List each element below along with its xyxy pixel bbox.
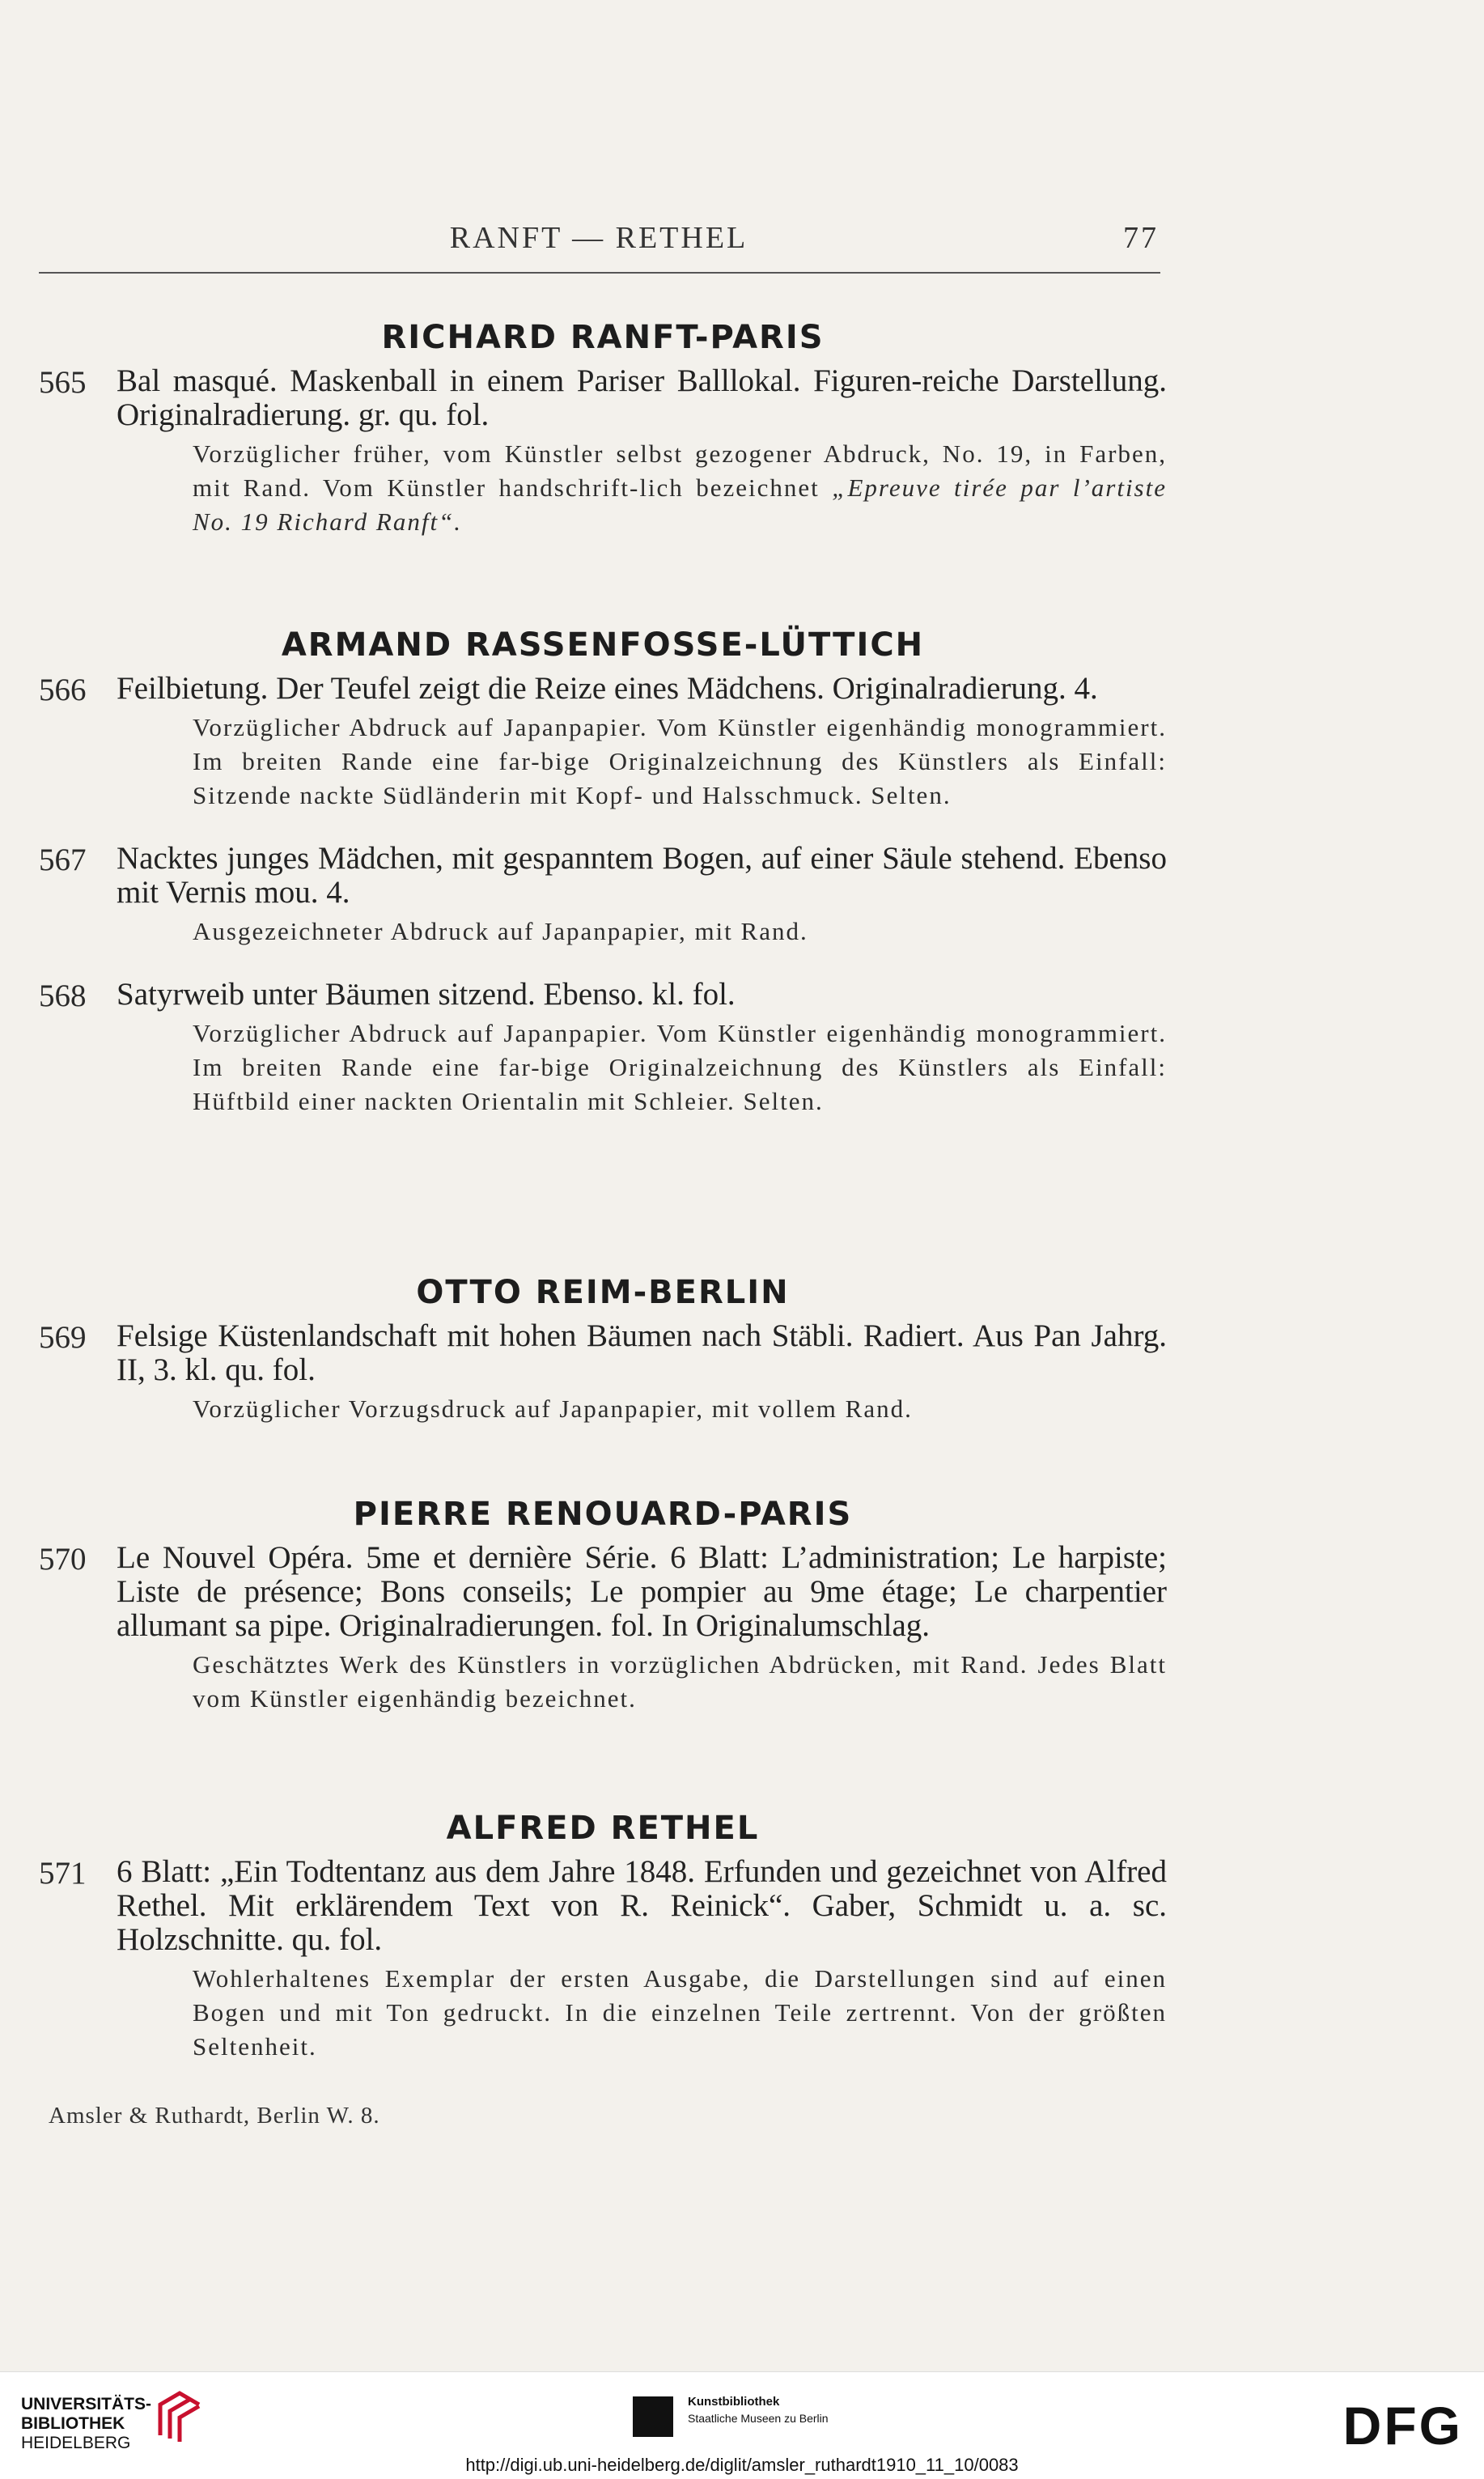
catalog-entry-571 [39,1855,1167,2064]
entry-description [193,437,1167,539]
entry-number: 569 [39,1320,87,1355]
section-rethel [39,1810,1167,2064]
running-header [39,220,1159,253]
entry-title: Felsige Küstenlandschaft mit hohen Bäumen nach Stäbli. Radiert. Aus Pan Jahrg. II, 3. kl. qu. fol. [117,1318,1167,1387]
entry-title: Satyrweib unter Bäumen sitzend. Ebenso. kl. fol. [117,977,736,1012]
artist-heading: PIERRE RENOUARD-PARIS [353,1496,853,1533]
artist-heading: ARMAND RASSENFOSSE-LÜTTICH [281,626,925,664]
desc-text: Vorzüglicher früher, vom Künstler selbst gezogener Abdruck, No. 19, in Farben, mit Rand. Vom Künstler handschrift-lich bezeichnet [193,439,1167,502]
library-line2: BIBLIOTHEK [21,2414,125,2433]
entry-description: Vorzüglicher Vorzugsdruck auf Japanpapier, mit vollem Rand. [193,1394,913,1423]
section-reim [39,1274,1167,1426]
printer-imprint: Amsler & Ruthardt, Berlin W. 8. [49,2103,380,2129]
entry-title: Feilbietung. Der Teufel zeigt die Reize eines Mädchens. Originalradierung. 4. [117,671,1098,706]
page-number: 77 [1123,221,1159,255]
dfg-logo[interactable]: DFG [1342,2396,1463,2456]
entry-title: 6 Blatt: „Ein Todtentanz aus dem Jahre 1848. Erfunden und gezeichnet von Alfred Rethel. Mit erklärendem Text von R. Reinick“. Gaber, Schmidt u. a. sc. Holzschnitte. qu. fol. [117,1854,1167,1957]
entry-description: Vorzüglicher Abdruck auf Japanpapier. Vom Künstler eigenhändig monogrammiert. Im breiten Rande eine far-bige Originalzeichnung des Künstlers als Einfall: Sitzende nackte Südländerin mit Kopf- und Halsschmuck. Selten. [193,713,1167,809]
kunstbibliothek-label[interactable] [688,2393,829,2426]
library-line1: UNIVERSITÄTS- [21,2395,152,2413]
entry-title: Bal masqué. Maskenball in einem Pariser Balllokal. Figuren-reiche Darstellung. Originalradierung. gr. qu. fol. [117,363,1167,432]
section-rassenfosse [39,626,1167,1119]
catalog-entry-567 [39,842,1167,949]
entry-number: 566 [39,673,87,707]
entry-title: Le Nouvel Opéra. 5me et dernière Série. 6 Blatt: L’administration; Le harpiste; Liste de présence; Bons conseils; Le pompier au 9me étage; Le charpentier allumant sa pipe. Originalradierungen. fol. In Originalumschlag. [117,1540,1167,1643]
kunstbibliothek-icon[interactable] [633,2396,673,2437]
artist-heading: ALFRED RETHEL [446,1810,760,1847]
heidelberg-library-logo-icon[interactable] [152,2387,204,2443]
header-rule [39,272,1160,274]
catalog-entry-570 [39,1541,1167,1716]
digitization-bar [0,2371,1484,2479]
desc-italic-inscription: „Epreuve tirée par l’artiste No. 19 Richard Ranft“. [193,473,1167,536]
entry-number: 565 [39,365,87,400]
entry-description: Wohlerhaltenes Exemplar der ersten Ausgabe, die Darstellungen sind auf einen Bogen und mit Ton gedruckt. In die einzelnen Teile zertrennt. Von der größten Seltenheit. [193,1964,1167,2061]
kunst-sub: Staatliche Museen zu Berlin [688,2412,829,2425]
catalog-entry-568 [39,978,1167,1119]
section-ranft [39,319,1167,539]
kunst-title: Kunstbibliothek [688,2395,780,2409]
permalink-url[interactable]: http://digi.ub.uni-heidelberg.de/diglit/amsler_ruthardt1910_11_10/0083 [465,2455,1019,2475]
entry-number: 568 [39,978,87,1013]
section-renouard [39,1496,1167,1716]
entry-number: 571 [39,1856,87,1891]
header-title: RANFT — RETHEL [449,221,748,255]
catalog-entry-566 [39,672,1167,813]
entry-description: Ausgezeichneter Abdruck auf Japanpapier, mit Rand. [193,917,808,945]
artist-heading: RICHARD RANFT-PARIS [381,319,825,356]
entry-description: Vorzüglicher Abdruck auf Japanpapier. Vom Künstler eigenhändig monogrammiert. Im breiten Rande eine far-bige Originalzeichnung des Künstlers als Einfall: Hüftbild einer nackten Orientalin mit Schleier. Selten. [193,1019,1167,1115]
catalog-entry-569 [39,1319,1167,1426]
entry-description: Geschätztes Werk des Künstlers in vorzüglichen Abdrücken, mit Rand. Jedes Blatt vom Künstler eigenhändig bezeichnet. [193,1650,1167,1713]
heidelberg-library-logo-text[interactable] [21,2395,151,2453]
artist-heading: OTTO REIM-BERLIN [416,1274,790,1311]
library-line3: HEIDELBERG [21,2434,131,2452]
entry-title: Nacktes junges Mädchen, mit gespanntem Bogen, auf einer Säule stehend. Ebenso mit Vernis mou. 4. [117,841,1167,910]
entry-number: 567 [39,843,87,877]
catalog-entry-565 [39,364,1167,539]
entry-number: 570 [39,1542,87,1577]
